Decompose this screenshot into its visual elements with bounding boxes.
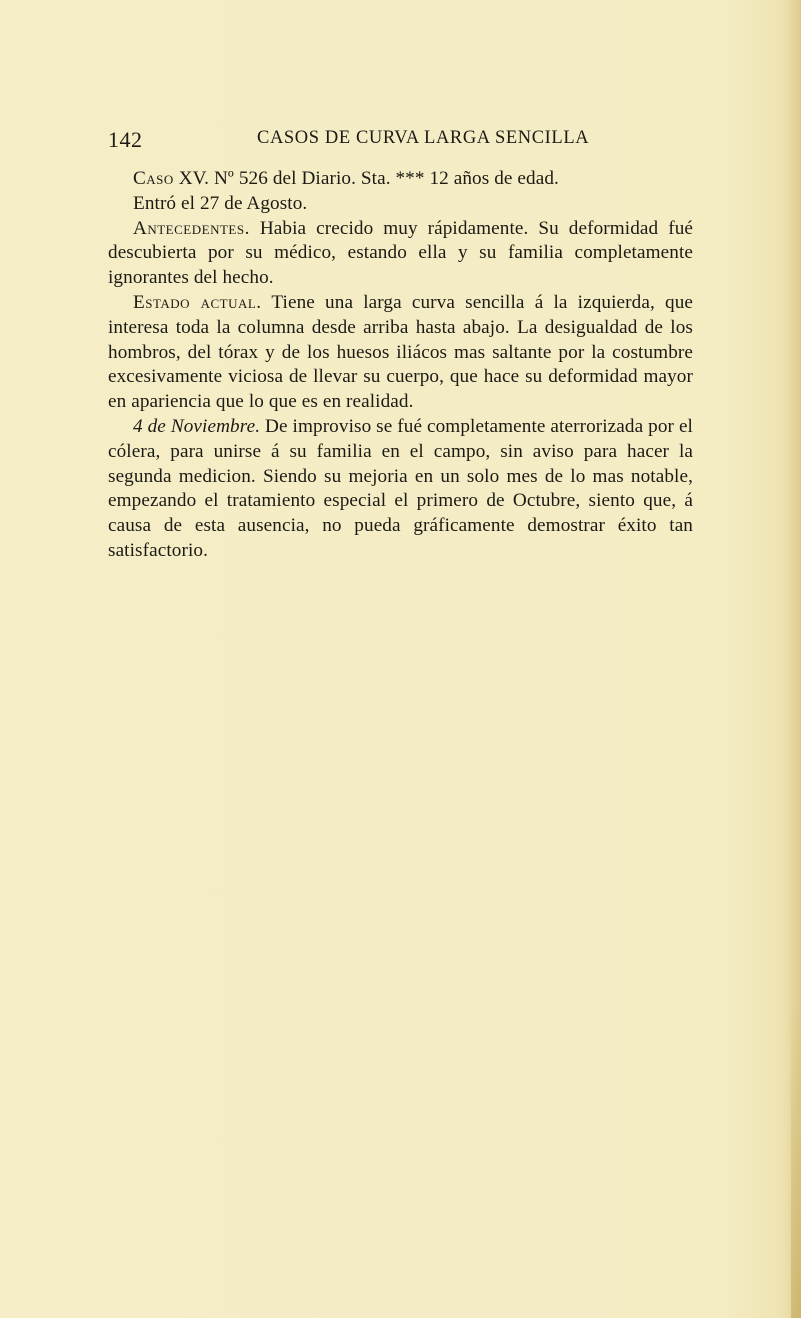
running-head: CASOS DE CURVA LARGA SENCILLA — [257, 128, 590, 148]
paragraph-case-title — [108, 167, 693, 192]
paragraph-noviembre — [108, 415, 693, 564]
page-header — [108, 127, 688, 157]
admission-text: Entró el 27 de Agosto. — [133, 192, 308, 214]
body-text — [108, 167, 693, 564]
estado-actual-label: Estado actual. — [133, 291, 262, 313]
estado-actual-text: Tiene una larga curva sencilla á la izquierda, que interesa toda la columna desde arriba hasta abajo. La desigualdad de los hombros, del tórax y de los huesos iliácos mas saltante por la costumbre excesivamente viciosa de llevar su cuerpo, que hace su deformidad mayor en apariencia que lo que es en realidad. — [108, 291, 694, 413]
case-title-text: XV. Nº 526 del Diario. Sta. *** 12 años de edad. — [173, 168, 559, 189]
paragraph-antecedentes — [108, 217, 693, 291]
noviembre-date-label: 4 de Noviembre. — [133, 415, 261, 437]
page-number: 142 — [108, 127, 143, 152]
paragraph-admission — [108, 192, 693, 217]
paragraph-estado-actual — [108, 291, 693, 415]
noviembre-text: De improviso se fué completamente aterrorizada por el cólera, para unirse á su familia en el campo, sin aviso para hacer la segunda medicion. Siendo su mejoria en un solo mes de lo mas notable, empezando el tratamiento especial el primero de Octubre, siento que, á causa de esta ausencia, no pueda gráficamente demostrar éxito tan satisfactorio. — [108, 415, 693, 561]
antecedentes-text: Habia crecido muy rápidamente. Su deformidad fué descubierta por su médico, estando ella y su familia completamente ignorantes del hecho. — [108, 217, 693, 289]
case-label: Caso — [133, 168, 174, 189]
antecedentes-label: Antecedentes. — [133, 217, 250, 239]
page-edge-stain — [791, 1000, 801, 1318]
